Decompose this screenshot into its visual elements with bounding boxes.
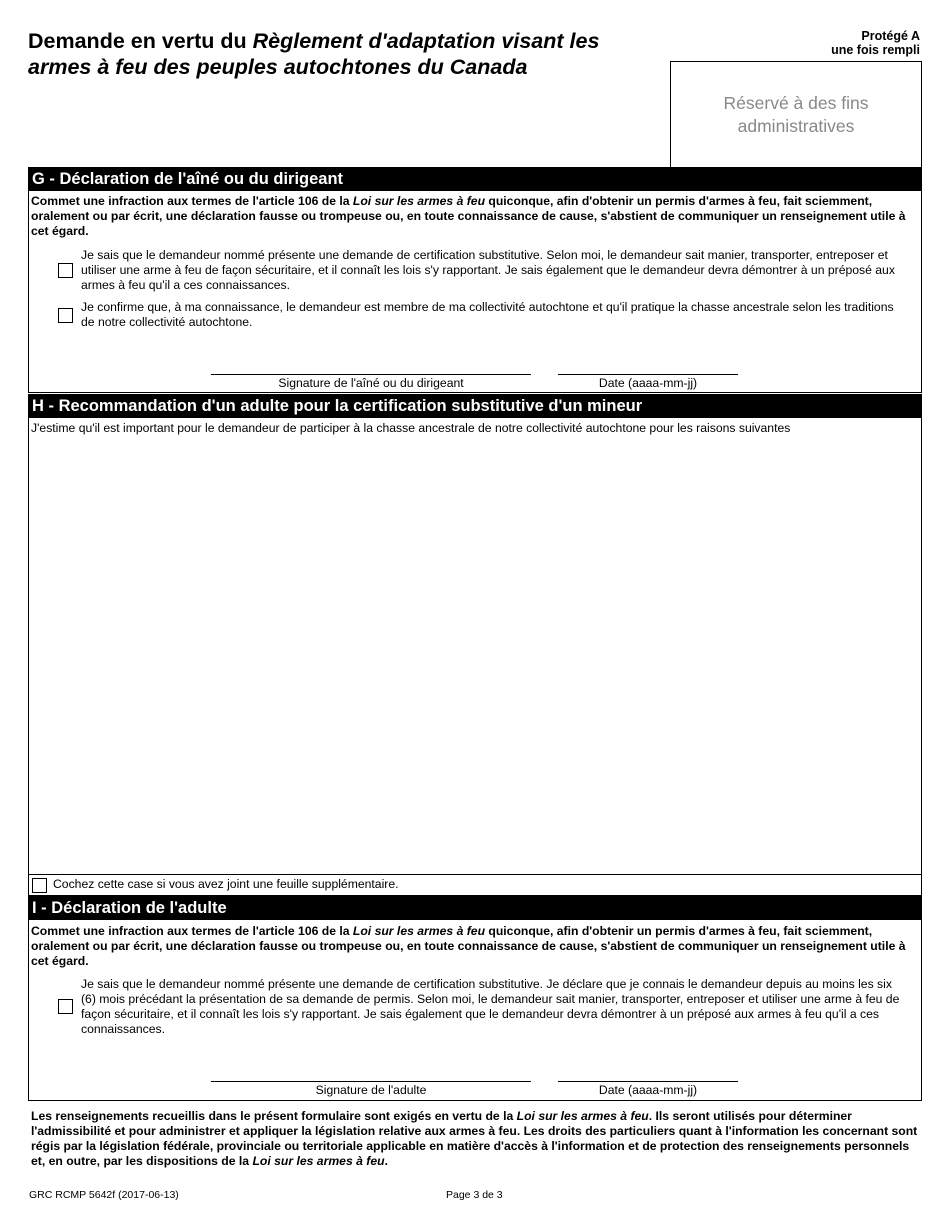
- adult-date-label: Date (aaaa-mm-jj): [598, 1083, 698, 1097]
- protected-label: Protégé A une fois rempli: [831, 29, 920, 57]
- elder-membership-checkbox[interactable]: [58, 308, 73, 323]
- attachment-label: Cochez cette case si vous avez joint une feuille supplémentaire.: [53, 877, 399, 891]
- privacy-notice: Les renseignements recueillis dans le présent formulaire sont exigés en vertu de la Loi sur les armes à feu. Ils seront utilisés pour déterminer l'admissibilité et pour administrer et appliquer la législation relative aux armes à feu. Les droits des particuliers quant à l'information les concernant sont régis par la législation fédérale, provinciale ou territoriale applicable en matière d'accès à l'information et de protection des renseignements personnels et, en outre, par les dispositions de la Loi sur les armes à feu.: [31, 1109, 918, 1168]
- form-number: GRC RCMP 5642f (2017-06-13): [29, 1189, 179, 1201]
- elder-signature-label: Signature de l'aîné ou du dirigeant: [278, 376, 464, 390]
- reasons-textarea[interactable]: [29, 438, 921, 874]
- attachment-divider: [28, 874, 922, 875]
- elder-date-line[interactable]: [558, 374, 738, 375]
- section-i-title: I - Déclaration de l'adulte: [28, 896, 922, 920]
- elder-membership-statement: Je confirme que, à ma connaissance, le demandeur est membre de ma collectivité autochtone et qu'il pratique la chasse ancestrale selon les traditions de notre collectivité autochtone.: [81, 300, 894, 329]
- elder-knowledge-statement: Je sais que le demandeur nommé présente une demande de certification substitutive. Selon moi, le demandeur sait manier, transporter, entreposer et utiliser une arme à feu de façon sécuritaire, et il connaît les lois s'y rapportant. Je sais également que le demandeur devra démontrer à un préposé aux armes à feu qu'il a ces connaissances.: [81, 248, 895, 292]
- attachment-checkbox[interactable]: [32, 878, 47, 893]
- elder-signature-line[interactable]: [211, 374, 531, 375]
- elder-date-label: Date (aaaa-mm-jj): [598, 376, 698, 390]
- section-g-title: G - Déclaration de l'aîné ou du dirigeant: [28, 167, 922, 191]
- section-h-title: H - Recommandation d'un adulte pour la certification substitutive d'un mineur: [28, 394, 922, 418]
- section-g-warning: Commet une infraction aux termes de l'article 106 de la Loi sur les armes à feu quiconque, afin d'obtenir un permis d'armes à feu, fait sciemment, oralement ou par écrit, une déclaration fausse ou trompeuse ou, en toute connaissance de cause, s'abstient de communiquer un renseignement utile à cet égard.: [31, 194, 906, 238]
- adult-declaration-statement: Je sais que le demandeur nommé présente une demande de certification substitutive. Je déclare que je connais le demandeur depuis au moins les six (6) mois précédant la présentation de sa demande de permis. Selon moi, le demandeur sait manier, transporter, entreposer et utiliser une arme à feu de façon sécuritaire, et il connaît les lois s'y rapportant. Je sais également que le demandeur devra démontrer à un préposé aux armes à feu qu'il a ces connaissances.: [81, 977, 900, 1036]
- adult-declaration-checkbox[interactable]: [58, 999, 73, 1014]
- section-h-prompt: J'estime qu'il est important pour le demandeur de participer à la chasse ancestrale de notre collectivité autochtone pour les raisons suivantes: [31, 421, 791, 435]
- adult-signature-line[interactable]: [211, 1081, 531, 1082]
- form-title: Demande en vertu du Règlement d'adaptation visant les armes à feu des peuples autochtones du Canada: [28, 29, 600, 79]
- adult-signature-label: Signature de l'adulte: [315, 1083, 427, 1097]
- admin-use-box: Réservé à des fins administratives: [670, 61, 922, 167]
- section-i-warning: Commet une infraction aux termes de l'article 106 de la Loi sur les armes à feu quiconque, afin d'obtenir un permis d'armes à feu, fait sciemment, oralement ou par écrit, une déclaration fausse ou trompeuse ou, en toute connaissance de cause, s'abstient de communiquer un renseignement utile à cet égard.: [31, 924, 906, 968]
- page-number: Page 3 de 3: [446, 1189, 503, 1201]
- elder-knowledge-checkbox[interactable]: [58, 263, 73, 278]
- adult-date-line[interactable]: [558, 1081, 738, 1082]
